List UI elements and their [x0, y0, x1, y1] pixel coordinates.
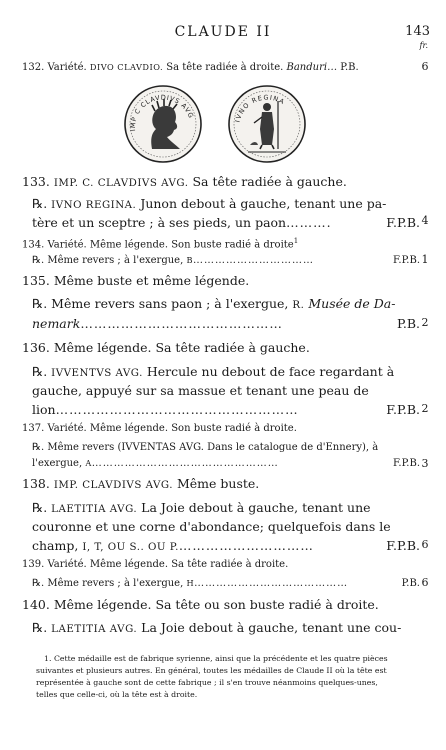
reverse-description: Hercule nu debout de face regardant à: [146, 364, 395, 379]
leader-dots: ……….: [286, 215, 332, 230]
entry-number: 135.: [22, 273, 50, 288]
entry-138-reverse-line-3: [22, 536, 420, 557]
entry-number: 137.: [22, 423, 45, 434]
reverse-description: La Joie debout à gauche, tenant une cou-: [141, 620, 402, 635]
entry-number: 140.: [22, 597, 50, 612]
leader-dots: ……………………………………: [194, 578, 349, 589]
obverse-legend: IMP. CLAVDIVS AVG.: [53, 479, 173, 491]
exergue-mark: A: [85, 458, 92, 468]
leader-dots: ……………………………………………: [91, 458, 279, 469]
reverse-description: Même revers sans paon ; à l'exergue,: [51, 296, 289, 311]
count-139: 6: [421, 576, 429, 589]
rarity: P.B.: [396, 316, 420, 331]
rarity: F.P.B.: [386, 538, 420, 553]
footnote-line: représentée à gauche sont de cette fabrique ; il s'en trouve néanmoins quelques-unes,: [36, 678, 378, 687]
entry-138-reverse-line-2: [22, 517, 420, 536]
coin-reverse-legend: IVNO REGINA: [233, 93, 287, 124]
rarity: F.P.B.: [393, 458, 420, 469]
obverse-description: Même buste et même légende.: [53, 273, 250, 288]
reverse-symbol: ℞.: [32, 364, 48, 379]
entry-134-heading: [22, 234, 410, 252]
obverse-description: Même légende. Son buste radié à droite: [89, 239, 294, 251]
coin-illustration: [122, 83, 322, 163]
exergue-mark: H: [186, 578, 195, 588]
leader-dots: ………………………………………: [80, 316, 283, 331]
reverse-symbol: ℞.: [32, 255, 45, 266]
obverse-description: Même légende. Sa tête radiée à gauche.: [53, 340, 310, 355]
entry-number: 132.: [22, 62, 45, 73]
entry-135-reverse-line-2: [22, 314, 420, 333]
entry-138-reverse-line-1: [22, 498, 420, 519]
reverse-symbol: ℞.: [32, 296, 48, 311]
reverse-description: Même revers: [47, 442, 115, 453]
reverse-description: Même revers ; à l'exergue,: [47, 578, 184, 589]
reverse-legend: LAETITIA AVG.: [51, 503, 138, 515]
obverse-description: Même légende. Sa tête radiée à droite.: [89, 559, 289, 570]
entry-number: 134.: [22, 239, 45, 251]
reverse-description: tère et un sceptre ; à ses pieds, un paon: [32, 215, 287, 230]
entry-number: 136.: [22, 340, 50, 355]
reverse-description: l'exergue,: [32, 458, 83, 469]
entry-135-reverse-line-1: [22, 294, 420, 315]
count-137: 3: [421, 457, 429, 470]
entry-132: [22, 60, 410, 75]
count-132: 6: [421, 60, 429, 73]
obverse-description: Sa tête radiée à droite.: [166, 62, 284, 73]
page-number: 143: [405, 24, 430, 39]
running-title: CLAUDE II: [174, 24, 272, 40]
reverse-description: Junon debout à gauche, tenant une pa-: [140, 196, 387, 211]
variety-label: Variété.: [47, 62, 87, 73]
reverse-legend: IVNO REGINA.: [51, 199, 137, 211]
reverse-legend: LAETITIA AVG.: [51, 623, 138, 635]
entry-140-reverse-line-1: [22, 618, 420, 639]
count-138: 6: [421, 538, 429, 551]
column-head: fr.: [419, 41, 428, 50]
field-marks: I, T, OU S.. OU P.: [82, 541, 179, 553]
variety-label: Variété.: [47, 423, 87, 434]
reverse-parenthetical: (IVVENTAS AVG. Dans le catalogue de d'Ennery), à: [117, 442, 379, 453]
obverse-description: Même légende. Sa tête ou son buste radié à droite.: [53, 597, 379, 612]
coin-obverse-legend: IMP C CLAVDIVS AVG: [128, 93, 196, 132]
reverse-description: champ,: [32, 538, 79, 553]
count-134: 1: [421, 253, 429, 266]
footnote-line: telles que celle-ci, où la tête est à droite.: [36, 690, 198, 699]
coin-obverse-image: [122, 83, 204, 165]
entry-133-reverse-line-1: [22, 194, 420, 215]
rarity: F.P.B.: [393, 255, 420, 266]
obverse-description: Même légende. Son buste radié à droite.: [89, 423, 297, 434]
entry-136-reverse-line-3: [22, 400, 420, 419]
footnote-number: 1.: [44, 654, 52, 663]
entry-136-heading: [22, 338, 410, 357]
entry-137-reverse-line-2: [22, 456, 420, 471]
rarity: F.P.B.: [386, 402, 420, 417]
leader-dots: ………………………………………………: [55, 402, 299, 417]
entry-135-heading: [22, 271, 410, 290]
entry-138-heading: [22, 474, 410, 495]
reverse-description: Même revers ; à l'exergue,: [47, 255, 184, 266]
reverse-symbol: ℞.: [32, 620, 48, 635]
entry-136-reverse-line-1: [22, 362, 420, 383]
reverse-symbol: ℞.: [32, 196, 48, 211]
museum-reference: nemark: [32, 316, 81, 331]
footnote-ref: 1: [293, 237, 299, 245]
obverse-legend: DIVO CLAVDIO.: [89, 62, 164, 72]
exergue-mark: B: [186, 255, 193, 265]
page-header: [0, 22, 446, 50]
entry-137-heading: [22, 421, 410, 436]
count-133: 4: [421, 214, 429, 227]
exergue-mark: R.: [292, 299, 305, 311]
source-reference: Banduri…: [286, 62, 338, 73]
reverse-symbol: ℞.: [32, 578, 45, 589]
reverse-symbol: ℞.: [32, 442, 45, 453]
rarity: P.B.: [401, 578, 420, 589]
entry-136-reverse-line-2: [22, 381, 420, 400]
coin-reverse-image: [226, 83, 308, 165]
footnote: [36, 653, 420, 701]
leader-dots: …………………………: [178, 538, 314, 553]
obverse-description: Même buste.: [176, 476, 260, 491]
reverse-description: lion: [32, 402, 56, 417]
entry-number: 133.: [22, 174, 50, 189]
entry-133-heading: [22, 172, 410, 193]
count-135: 2: [421, 316, 429, 329]
reverse-description: La Joie debout à gauche, tenant une: [141, 500, 371, 515]
reverse-description: gauche, appuyé sur sa massue et tenant une peau de: [32, 383, 369, 398]
entry-133-reverse-line-2: [22, 213, 420, 232]
rarity: P.B.: [340, 62, 359, 73]
leader-dots: ……………………………: [193, 255, 314, 266]
footnote-line: 1. Cette médaille est de fabrique syrienne, ainsi que la précédente et les quatre pièces: [44, 654, 388, 663]
variety-label: Variété.: [47, 559, 87, 570]
footnote-line: suivantes et plusieurs autres. En général, toutes les médailles de Claude II où la tête est: [36, 666, 387, 675]
museum-reference: Musée de Da-: [308, 296, 396, 311]
entry-140-heading: [22, 595, 410, 614]
entry-number: 138.: [22, 476, 50, 491]
entry-137-reverse-line-1: [22, 440, 420, 455]
obverse-legend: IMP. C. CLAVDIVS AVG.: [53, 177, 189, 189]
count-136: 2: [421, 402, 429, 415]
entry-139-heading: [22, 557, 410, 572]
variety-label: Variété.: [47, 239, 87, 251]
reverse-legend: IVVENTVS AVG.: [51, 367, 143, 379]
entry-134-reverse: [22, 253, 420, 268]
obverse-description: Sa tête radiée à gauche.: [192, 174, 347, 189]
reverse-description: couronne et une corne d'abondance; quelquefois dans le: [32, 519, 391, 534]
reverse-symbol: ℞.: [32, 500, 48, 515]
entry-139-reverse: [22, 576, 420, 591]
entry-number: 139.: [22, 559, 45, 570]
rarity: F.P.B.: [386, 215, 420, 230]
